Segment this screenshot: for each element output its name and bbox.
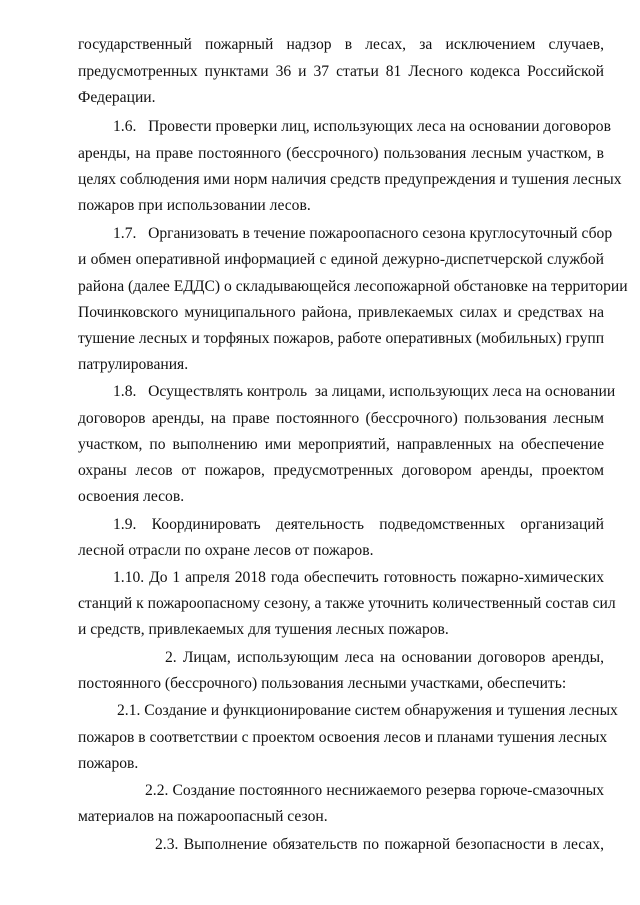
- line-content: 1.9. Координировать деятельность подведомственных организаций: [113, 516, 604, 533]
- text-line: [113, 568, 604, 588]
- line-content: станций к пожароопасному сезону, а также уточнить количественный состав сил: [78, 595, 616, 612]
- text-line: [78, 409, 604, 429]
- line-content: постоянного (бессрочного) пользования лесными участками, обеспечить:: [78, 675, 567, 692]
- line-content: 2. Лицам, использующим леса на основании договоров аренды,: [165, 649, 604, 666]
- line-content: 1.7. Организовать в течение пожароопасного сезона круглосуточный сбор: [113, 225, 613, 242]
- text-line: [78, 461, 604, 481]
- line-content: пожаров.: [78, 755, 139, 772]
- line-content: освоения лесов.: [78, 488, 185, 505]
- line-content: Федерации.: [78, 89, 156, 106]
- text-line: [113, 515, 604, 535]
- line-content: пожаров при использовании лесов.: [78, 197, 311, 214]
- line-content: лесной отрасли по охране лесов от пожаров.: [78, 542, 374, 559]
- line-content: аренды, на праве постоянного (бессрочного) пользования лесным участком, в: [78, 145, 604, 162]
- line-content: 1.10. До 1 апреля 2018 года обеспечить готовность пожарно-химических: [113, 569, 604, 586]
- text-line: [117, 701, 618, 721]
- text-line: [78, 620, 449, 640]
- line-content: района (далее ЕДДС) о складывающейся лесопожарной обстановке на территории: [78, 278, 628, 295]
- text-line: [78, 62, 604, 82]
- line-content: и обмен оперативной информацией с единой дежурно-диспетчерской службой: [78, 251, 604, 268]
- text-line: [78, 594, 616, 614]
- text-line: [78, 435, 604, 455]
- text-line: [78, 487, 184, 507]
- line-content: 2.2. Создание постоянного неснижаемого резерва горюче-смазочных: [145, 782, 604, 799]
- line-content: и средств, привлекаемых для тушения лесных пожаров.: [78, 621, 449, 638]
- text-line: [78, 303, 604, 323]
- text-line: [78, 35, 604, 55]
- line-content: охраны лесов от пожаров, предусмотренных договором аренды, проектом: [78, 462, 604, 479]
- line-content: государственный пожарный надзор в лесах, за исключением случаев,: [78, 36, 604, 53]
- text-line: [78, 144, 604, 164]
- text-line: [165, 648, 604, 668]
- line-content: 2.1. Создание и функционирование систем обнаружения и тушения лесных: [117, 702, 618, 719]
- text-line: [78, 196, 311, 216]
- line-content: Починковского муниципального района, привлекаемых силах и средствах на: [78, 304, 604, 321]
- text-line: [78, 355, 188, 375]
- line-content: предусмотренных пунктами 36 и 37 статьи 81 Лесного кодекса Российской: [78, 63, 604, 80]
- text-line: [78, 674, 566, 694]
- text-line: [145, 781, 604, 801]
- text-line: [78, 541, 373, 561]
- text-line: [78, 754, 138, 774]
- text-line: [113, 224, 613, 244]
- text-line: [78, 88, 156, 108]
- line-content: 1.6. Провести проверки лиц, использующих леса на основании договоров: [113, 118, 611, 135]
- text-line: [78, 728, 608, 748]
- line-content: договоров аренды, на праве постоянного (бессрочного) пользования лесным: [78, 410, 604, 427]
- line-content: пожаров в соответствии с проектом освоения лесов и планами тушения лесных: [78, 729, 608, 746]
- line-content: участком, по выполнению ими мероприятий, направленных на обеспечение: [78, 436, 604, 453]
- line-content: материалов на пожароопасный сезон.: [78, 808, 328, 825]
- line-content: 1.8. Осуществлять контроль за лицами, использующих леса на основании: [113, 383, 616, 400]
- text-line: [78, 277, 628, 297]
- line-content: целях соблюдения ими норм наличия средств предупреждения и тушения лесных: [78, 171, 622, 188]
- text-line: [78, 329, 604, 349]
- line-content: 2.3. Выполнение обязательств по пожарной безопасности в лесах,: [155, 836, 604, 853]
- text-line: [155, 835, 604, 855]
- line-content: тушение лесных и торфяных пожаров, работе оперативных (мобильных) групп: [78, 330, 605, 347]
- text-line: [113, 117, 611, 137]
- text-line: [78, 807, 328, 827]
- text-line: [78, 170, 622, 190]
- text-line: [78, 250, 604, 270]
- text-line: [113, 382, 616, 402]
- line-content: патрулирования.: [78, 356, 189, 373]
